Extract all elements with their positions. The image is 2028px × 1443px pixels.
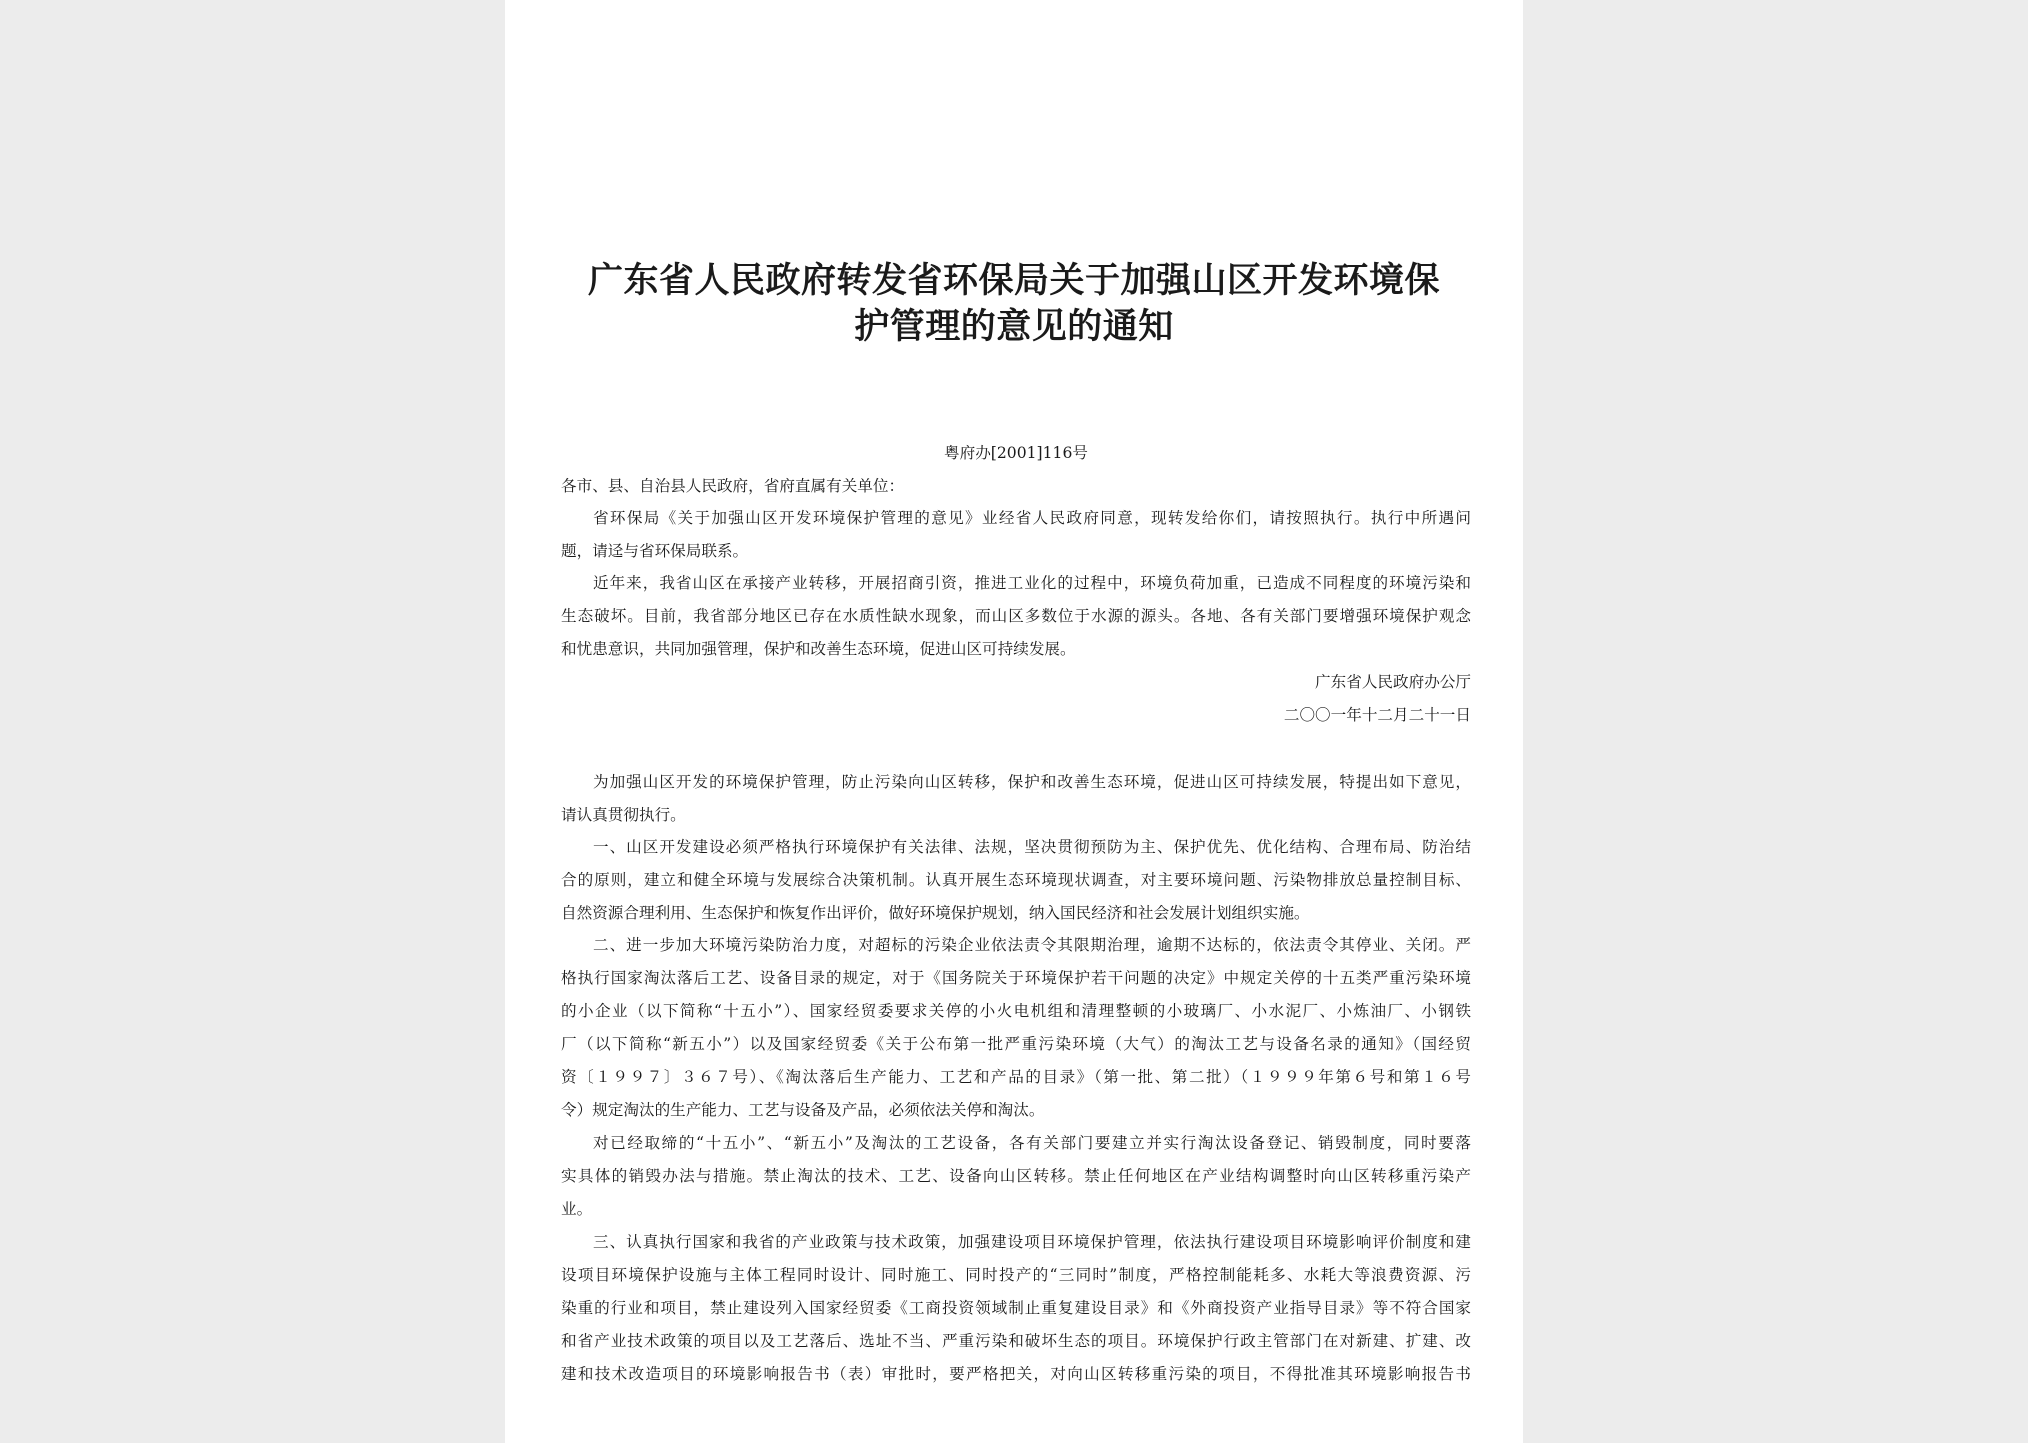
item-2-line: 资〔１９９７〕３６７号）、《淘汰落后生产能力、工艺和产品的目录》（第一批、第二批）（１９９９年第６号和第１６号 [561,1068,1471,1086]
item-3-line: 和省产业技术政策的项目以及工艺落后、选址不当、严重污染和破坏生态的项目。环境保护行政主管部门在对新建、扩建、改 [561,1332,1471,1350]
item-1-line: 一、山区开发建设必须严格执行环境保护有关法律、法规，坚决贯彻预防为主、保护优先、优化结构、合理布局、防治结 [593,838,1471,856]
item-2-line: 厂（以下简称“新五小”）以及国家经贸委《关于公布第一批严重污染环境（大气）的淘汰工艺与设备名录的通知》（国经贸 [561,1035,1471,1053]
document-page [505,0,1523,1443]
item-2b-line: 实具体的销毁办法与措施。禁止淘汰的技术、工艺、设备向山区转移。禁止任何地区在产业结构调整时向山区转移重污染产 [561,1167,1471,1185]
item-2b-line: 业。 [561,1200,593,1218]
item-2-line: 的小企业（以下简称“十五小”）、国家经贸委要求关停的小火电机组和清理整顿的小玻璃厂、小水泥厂、小炼油厂、小钢铁 [561,1002,1471,1020]
notice-paragraph-line: 近年来，我省山区在承接产业转移，开展招商引资，推进工业化的过程中，环境负荷加重，已造成不同程度的环境污染和 [593,574,1471,592]
item-2-line: 二、进一步加大环境污染防治力度，对超标的污染企业依法责令其限期治理，逾期不达标的，依法责令其停业、关闭。严 [593,936,1471,954]
item-3-line: 建和技术改造项目的环境影响报告书（表）审批时，要严格把关，对向山区转移重污染的项目，不得批准其环境影响报告书 [561,1365,1471,1383]
item-1-line: 合的原则，建立和健全环境与发展综合决策机制。认真开展生态环境现状调查，对主要环境问题、污染物排放总量控制目标、 [561,871,1471,889]
issuer: 广东省人民政府办公厅 [1315,673,1471,691]
notice-paragraph-line: 和忧患意识，共同加强管理，保护和改善生态环境，促进山区可持续发展。 [561,640,1076,658]
notice-paragraph-line: 生态破坏。目前，我省部分地区已存在水质性缺水现象，而山区多数位于水源的源头。各地、各有关部门要增强环境保护观念 [561,607,1471,625]
item-3-line: 染重的行业和项目，禁止建设列入国家经贸委《工商投资领域制止重复建设目录》和《外商投资产业指导目录》等不符合国家 [561,1299,1471,1317]
item-1-line: 自然资源合理利用、生态保护和恢复作出评价，做好环境保护规划，纳入国民经济和社会发展计划组织实施。 [561,904,1310,922]
opinion-intro-line: 请认真贯彻执行。 [561,806,686,824]
item-2b-line: 对已经取缔的“十五小”、“新五小”及淘汰的工艺设备，各有关部门要建立并实行淘汰设备登记、销毁制度，同时要落 [593,1134,1471,1152]
item-2-line: 格执行国家淘汰落后工艺、设备目录的规定，对于《国务院关于环境保护若干问题的决定》中规定关停的十五类严重污染环境 [561,969,1471,987]
document-title [545,258,1483,350]
title-line-1: 广东省人民政府转发省环保局关于加强山区开发环境保 [587,261,1440,301]
addressee: 各市、县、自治县人民政府，省府直属有关单位： [561,477,905,495]
notice-paragraph-line: 题，请迳与省环保局联系。 [561,542,749,560]
title-line-2: 护管理的意见的通知 [854,307,1174,347]
issue-date: 二〇〇一年十二月二十一日 [1283,706,1471,724]
notice-paragraph-line: 省环保局《关于加强山区开发环境保护管理的意见》业经省人民政府同意，现转发给你们，请按照执行。执行中所遇问 [593,509,1471,527]
opinion-intro-line: 为加强山区开发的环境保护管理，防止污染向山区转移，保护和改善生态环境，促进山区可持续发展，特提出如下意见， [593,773,1471,791]
item-3-line: 设项目环境保护设施与主体工程同时设计、同时施工、同时投产的“三同时”制度，严格控制能耗多、水耗大等浪费资源、污 [561,1266,1471,1284]
document-number: 粤府办[2001]116号 [944,444,1088,462]
item-2-line: 令）规定淘汰的生产能力、工艺与设备及产品，必须依法关停和淘汰。 [561,1101,1045,1119]
item-3-line: 三、认真执行国家和我省的产业政策与技术政策，加强建设项目环境保护管理，依法执行建设项目环境影响评价制度和建 [593,1233,1471,1251]
